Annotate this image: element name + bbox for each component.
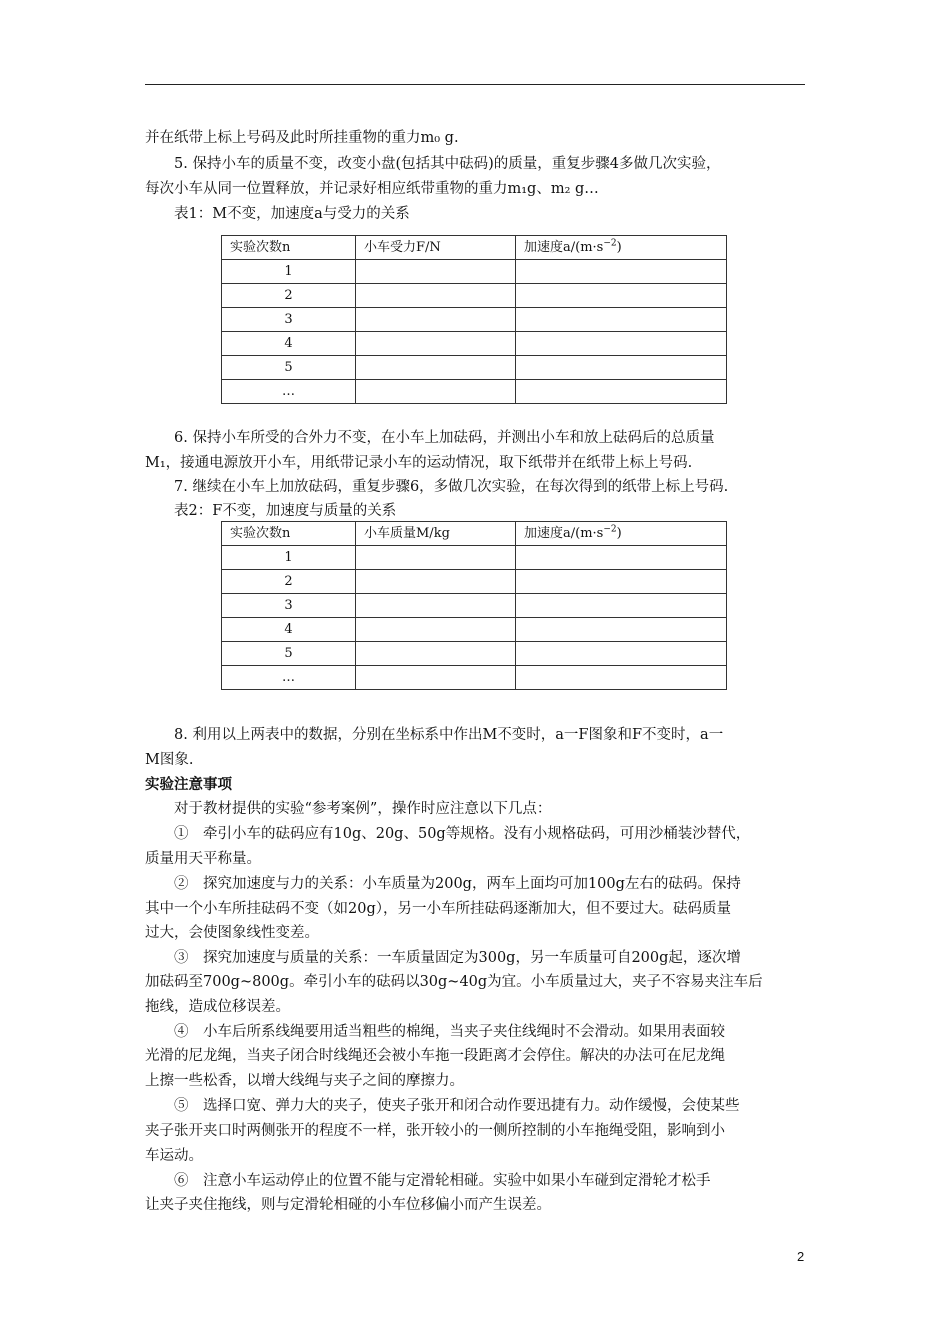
table-row (222, 618, 727, 642)
text-line: 上擦一些松香，以增大线绳与夹子之间的摩擦力。 (145, 1073, 464, 1089)
empty-cell (516, 570, 727, 594)
header-rule (145, 84, 805, 85)
text-line: 车运动。 (145, 1148, 203, 1164)
note-5: ⑤ 选择口宽、弹力大的夹子，使夹子张开和闭合动作要迅捷有力。动作缓慢，会使某些 (174, 1098, 740, 1114)
empty-cell (516, 642, 727, 666)
step-7: 7. 继续在小车上加放砝码，重复步骤6，多做几次实验，在每次得到的纸带上标上号码. (174, 479, 729, 495)
empty-cell (516, 356, 727, 380)
exponent: −2 (603, 238, 617, 249)
empty-cell (356, 308, 516, 332)
table-row (222, 284, 727, 308)
table2 (221, 521, 727, 690)
step-8: 8. 利用以上两表中的数据，分别在坐标系中作出M不变时，a一F图象和F不变时，a一 (174, 727, 724, 743)
text-line: 加砝码至700g~800g。牵引小车的砝码以30g~40g为宜。小车质量过大，夹子不容易夹注车后 (145, 974, 763, 990)
step-5: 5. 保持小车的质量不变，改变小盘(包括其中砝码)的质量，重复步骤4多做几次实验， (174, 156, 721, 172)
step-6: 6. 保持小车所受的合外力不变，在小车上加砝码，并测出小车和放上砝码后的总质量 (174, 430, 715, 446)
empty-cell (516, 594, 727, 618)
text-line: 每次小车从同一位置释放，并记录好相应纸带重物的重力m₁g、m₂ g… (145, 181, 599, 197)
empty-cell (356, 284, 516, 308)
header-text: 加速度a/(m·s (524, 239, 604, 255)
row-index-cell: 1 (222, 260, 356, 284)
empty-cell (516, 666, 727, 690)
table-row (222, 546, 727, 570)
text-line: M图象. (145, 752, 194, 768)
text-line: M₁，接通电源放开小车，用纸带记录小车的运动情况，取下纸带并在纸带上标上号码. (145, 455, 693, 471)
table2-caption: 表2：F不变，加速度与质量的关系 (174, 503, 397, 519)
row-index-cell: 4 (222, 618, 356, 642)
row-index-cell: … (222, 666, 356, 690)
note-6: ⑥ 注意小车运动停止的位置不能与定滑轮相碰。实验中如果小车碰到定滑轮才松手 (174, 1173, 711, 1189)
header-cell: 小车受力F/N (356, 236, 516, 260)
empty-cell (356, 666, 516, 690)
header-cell (516, 236, 727, 260)
header-text: 加速度a/(m·s (524, 525, 604, 541)
text-line: 过大，会使图象线性变差。 (145, 925, 319, 941)
text-line: 质量用天平称量。 (145, 851, 261, 867)
table-row (222, 332, 727, 356)
empty-cell (516, 332, 727, 356)
text-line: 光滑的尼龙绳，当夹子闭合时线绳还会被小车拖一段距离才会停住。解决的办法可在尼龙绳 (145, 1048, 725, 1064)
header-cell: 小车质量M/kg (356, 522, 516, 546)
table-row (222, 666, 727, 690)
exponent: −2 (603, 524, 617, 535)
row-index-cell: 2 (222, 284, 356, 308)
empty-cell (356, 332, 516, 356)
table-header-row (222, 522, 727, 546)
row-index-cell: 5 (222, 356, 356, 380)
row-index-cell: 4 (222, 332, 356, 356)
paragraph-intro: 对于教材提供的实验“参考案例”，操作时应注意以下几点： (174, 801, 552, 817)
empty-cell (516, 284, 727, 308)
text-line: 让夹子夹住拖线，则与定滑轮相碰的小车位移偏小而产生误差。 (145, 1197, 551, 1213)
empty-cell (356, 618, 516, 642)
table1-caption: 表1：M不变，加速度a与受力的关系 (174, 206, 410, 222)
text-line: 夹子张开夹口时两侧张开的程度不一样，张开较小的一侧所控制的小车拖绳受阻，影响到小 (145, 1123, 725, 1139)
note-2: ② 探究加速度与力的关系：小车质量为200g，两车上面均可加100g左右的砝码。保持 (174, 876, 741, 892)
table-header-row (222, 236, 727, 260)
table-row (222, 570, 727, 594)
empty-cell (356, 546, 516, 570)
row-index-cell: 2 (222, 570, 356, 594)
table-row (222, 642, 727, 666)
text-line: 拖线，造成位移误差。 (145, 999, 290, 1015)
empty-cell (356, 642, 516, 666)
header-cell: 实验次数n (222, 522, 356, 546)
empty-cell (516, 618, 727, 642)
table-row (222, 594, 727, 618)
header-cell (516, 522, 727, 546)
row-index-cell: 3 (222, 594, 356, 618)
row-index-cell: 5 (222, 642, 356, 666)
header-text: ) (616, 525, 622, 541)
note-4: ④ 小车后所系线绳要用适当粗些的棉绳，当夹子夹住线绳时不会滑动。如果用表面较 (174, 1024, 725, 1040)
header-text: ) (616, 239, 622, 255)
header-cell: 实验次数n (222, 236, 356, 260)
empty-cell (516, 308, 727, 332)
table-row (222, 308, 727, 332)
text-line: 其中一个小车所挂砝码不变（如20g），另一小车所挂砝码逐渐加大，但不要过大。砝码质量 (145, 901, 731, 917)
row-index-cell: 3 (222, 308, 356, 332)
empty-cell (516, 260, 727, 284)
row-index-cell: … (222, 380, 356, 404)
page-number: 2 (797, 1249, 805, 1264)
note-1: ① 牵引小车的砝码应有10g、20g、50g等规格。没有小规格砝码，可用沙桶装沙替代， (174, 826, 751, 842)
table-row (222, 260, 727, 284)
empty-cell (516, 546, 727, 570)
table-row (222, 380, 727, 404)
empty-cell (356, 260, 516, 284)
table-row (222, 356, 727, 380)
empty-cell (356, 594, 516, 618)
empty-cell (356, 570, 516, 594)
note-3: ③ 探究加速度与质量的关系：一车质量固定为300g，另一车质量可自200g起，逐次增 (174, 950, 741, 966)
empty-cell (356, 356, 516, 380)
empty-cell (356, 380, 516, 404)
text-line: 并在纸带上标上号码及此时所挂重物的重力m₀ g. (145, 130, 459, 146)
row-index-cell: 1 (222, 546, 356, 570)
table1 (221, 235, 727, 404)
empty-cell (516, 380, 727, 404)
section-heading: 实验注意事项 (145, 777, 232, 793)
